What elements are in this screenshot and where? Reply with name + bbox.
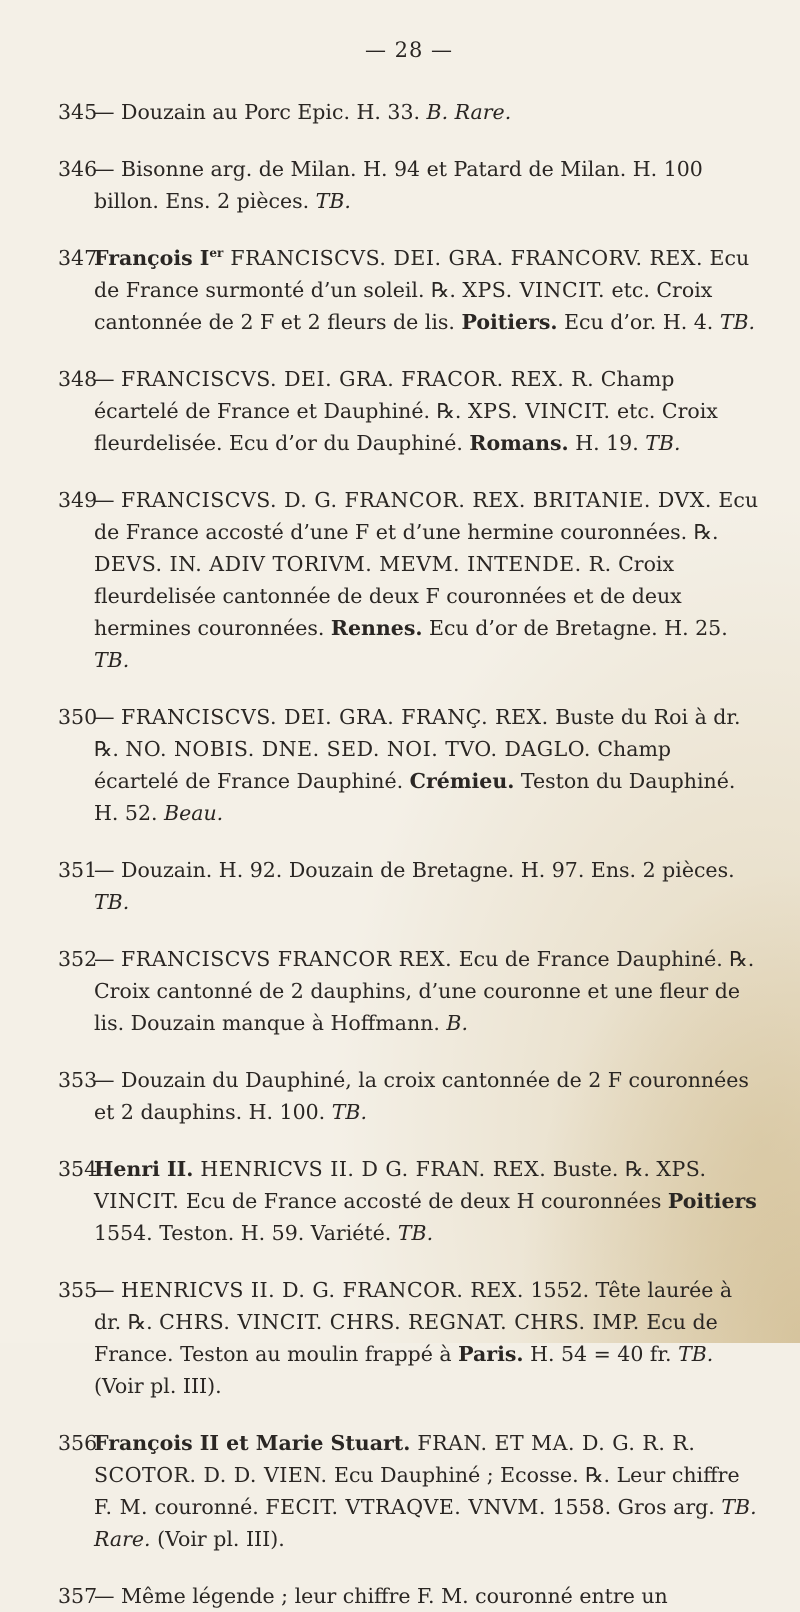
entry-number: 348	[58, 367, 98, 391]
entry-text-segment: Poitiers.	[461, 310, 558, 334]
entry-number: 345	[58, 100, 98, 124]
entry-text-segment: Beau.	[164, 801, 224, 825]
entry-text-segment: Champ écartelé de France Dauphiné.	[94, 737, 672, 793]
entry-text-segment: Buste. ℞.	[546, 1157, 657, 1181]
entry-text-segment: Ecu de France accosté d’une F et d’une hermine couronnées. ℞.	[94, 488, 759, 544]
catalogue-entries	[58, 96, 760, 1612]
entry-number: 351	[58, 858, 98, 882]
catalogue-entry	[58, 1153, 760, 1249]
entry-text-segment: —	[94, 705, 122, 729]
entry-text-segment: FRANCISCVS. D. G. FRANCOR. REX. BRITANIE. DVX.	[121, 488, 712, 512]
entry-text-segment: Champ écartelé de France et Dauphiné. ℞.	[94, 367, 675, 423]
entry-text-segment: FRAN. ET MA. D. G. R. R. SCOTOR. D. D. VIEN.	[94, 1431, 696, 1487]
entry-text-segment: —	[94, 947, 122, 971]
catalogue-entry	[58, 943, 760, 1039]
entry-text-segment: XPS. VINCIT.	[462, 278, 605, 302]
entry-text-segment: Crémieu.	[409, 769, 515, 793]
entry-text-segment: 1554. Teston. H. 59. Variété.	[94, 1221, 398, 1245]
entry-text-segment: —	[94, 488, 122, 512]
entry-text-segment: Paris.	[458, 1342, 524, 1366]
entry-text-segment: etc. Croix cantonnée de 2 F et 2 fleurs de lis.	[94, 278, 713, 334]
catalogue-entry	[58, 242, 760, 338]
entry-number: 352	[58, 947, 98, 971]
entry-number: 355	[58, 1278, 98, 1302]
catalogue-entry	[58, 1064, 760, 1128]
entry-text-segment: — Bisonne arg. de Milan. H. 94 et Patard de Milan. H. 100 billon. Ens. 2 pièces.	[94, 157, 703, 213]
entry-text-segment: Ecu Dauphiné ; Ecosse. ℞. Leur chiffre	[327, 1463, 740, 1487]
catalogue-entry	[58, 1580, 760, 1612]
entry-text-segment: FRANCISCVS FRANCOR REX.	[121, 947, 453, 971]
entry-text-segment: Ecu d’or. H. 4.	[557, 310, 720, 334]
catalogue-entry	[58, 854, 760, 918]
entry-text-segment: (Voir pl. III).	[94, 1374, 222, 1398]
catalogue-entry	[58, 1274, 760, 1402]
entry-number: 356	[58, 1431, 98, 1455]
entry-text-segment: — Même légende ; leur chiffre F. M. couronné entre un	[94, 1584, 668, 1608]
entry-number: 346	[58, 157, 98, 181]
entry-text-segment: FRANCISCVS. DEI. GRA. FRANCORV. REX.	[223, 246, 703, 270]
entry-text-segment: H. 54 = 40 fr.	[523, 1342, 679, 1366]
entry-text-segment: 1558. Gros arg.	[545, 1495, 722, 1519]
entry-number: 353	[58, 1068, 98, 1092]
entry-text-segment: François II et Marie Stuart.	[94, 1431, 411, 1455]
entry-text-segment: XPS. VINCIT.	[94, 1157, 707, 1213]
entry-text-segment: —	[94, 367, 122, 391]
entry-text-segment: TB.	[645, 431, 681, 455]
entry-text-segment: Ecu d’or de Bretagne. H. 25.	[422, 616, 728, 640]
entry-text-segment: Henri II.	[94, 1157, 194, 1181]
entry-text-segment: — Douzain du Dauphiné, la croix cantonnée de 2 F couronnées et 2 dauphins. H. 100.	[94, 1068, 749, 1124]
entry-text-segment: er	[209, 246, 224, 261]
entry-text-segment: H. 19.	[568, 431, 646, 455]
entry-text-segment: FECIT. VTRAQVE. VNVM.	[265, 1495, 546, 1519]
entry-number: 350	[58, 705, 98, 729]
entry-text-segment: B.	[446, 1011, 468, 1035]
entry-text-segment: couronné.	[148, 1495, 266, 1519]
entry-text-segment: Romans.	[469, 431, 569, 455]
entry-text-segment: Ecu de France accosté de deux H couronnées	[179, 1189, 668, 1213]
entry-text-segment: Buste du Roi à dr. ℞.	[94, 705, 741, 761]
entry-text-segment: B. Rare.	[426, 100, 512, 124]
entry-text-segment: François I	[94, 246, 210, 270]
entry-text-segment: TB. Rare.	[94, 1495, 757, 1551]
entry-text-segment: TB.	[678, 1342, 714, 1366]
entry-text-segment: Ecu de France. Teston au moulin frappé à	[94, 1310, 718, 1366]
catalogue-entry	[58, 1427, 760, 1555]
entry-text-segment: Ecu de France surmonté d’un soleil. ℞.	[94, 246, 750, 302]
entry-text-segment: Rennes.	[330, 616, 423, 640]
entry-number: 349	[58, 488, 98, 512]
catalogue-entry	[58, 363, 760, 459]
entry-number: 354	[58, 1157, 98, 1181]
entry-text-segment: TB.	[94, 890, 130, 914]
catalogue-entry	[58, 153, 760, 217]
entry-text-segment: —	[94, 1278, 122, 1302]
entry-text-segment: HENRICVS II. D G. FRAN. REX.	[193, 1157, 547, 1181]
catalogue-entry	[58, 484, 760, 676]
entry-text-segment: HENRICVS II. D. G. FRANCOR. REX.	[121, 1278, 524, 1302]
page-number: — 28 —	[364, 38, 454, 62]
entry-text-segment: TB.	[719, 310, 756, 334]
catalogue-entry	[58, 96, 760, 128]
catalogue-entry	[58, 701, 760, 829]
entry-number: 357	[58, 1584, 98, 1608]
entry-text-segment: Ecu de France Dauphiné. ℞. Croix cantonné de 2 dauphins, d’une couronne et une fleur de lis. Douzain manque à Hoffmann.	[94, 947, 755, 1035]
entry-text-segment: Poitiers	[667, 1189, 757, 1213]
entry-text-segment: FRANCISCVS. DEI. GRA. FRANÇ. REX.	[121, 705, 549, 729]
entry-text-segment: TB.	[94, 648, 130, 672]
entry-text-segment: — Douzain. H. 92. Douzain de Bretagne. H. 97. Ens. 2 pièces.	[94, 858, 735, 882]
entry-text-segment: CHRS. VINCIT. CHRS. REGNAT. CHRS. IMP.	[159, 1310, 640, 1334]
entry-text-segment: (Voir pl. III).	[150, 1527, 285, 1551]
entry-text-segment: Croix fleurdelisée cantonnée de deux F couronnées et de deux hermines couronnées.	[94, 552, 682, 640]
entry-text-segment: TB.	[315, 189, 351, 213]
entry-text-segment: F. M.	[94, 1495, 149, 1519]
entry-text-segment: FRANCISCVS. DEI. GRA. FRACOR. REX. R.	[121, 367, 595, 391]
entry-text-segment: etc. Croix fleurdelisée. Ecu d’or du Dauphiné.	[94, 399, 718, 455]
entry-text-segment: XPS. VINCIT.	[467, 399, 611, 423]
entry-number: 347	[58, 246, 98, 270]
entry-text-segment: — Douzain au Porc Epic. H. 33.	[94, 100, 427, 124]
entry-text-segment: NO. NOBIS. DNE. SED. NOI. TVO. DAGLO.	[125, 737, 591, 761]
entry-text-segment: Teston du Dauphiné. H. 52.	[94, 769, 736, 825]
entry-text-segment: TB.	[397, 1221, 434, 1245]
entry-text-segment: DEVS. IN. ADIV TORIVM. MEVM. INTENDE. R.	[94, 552, 612, 576]
entry-text-segment: 1552. Tête laurée à dr. ℞.	[94, 1278, 733, 1334]
entry-text-segment: TB.	[331, 1100, 367, 1124]
